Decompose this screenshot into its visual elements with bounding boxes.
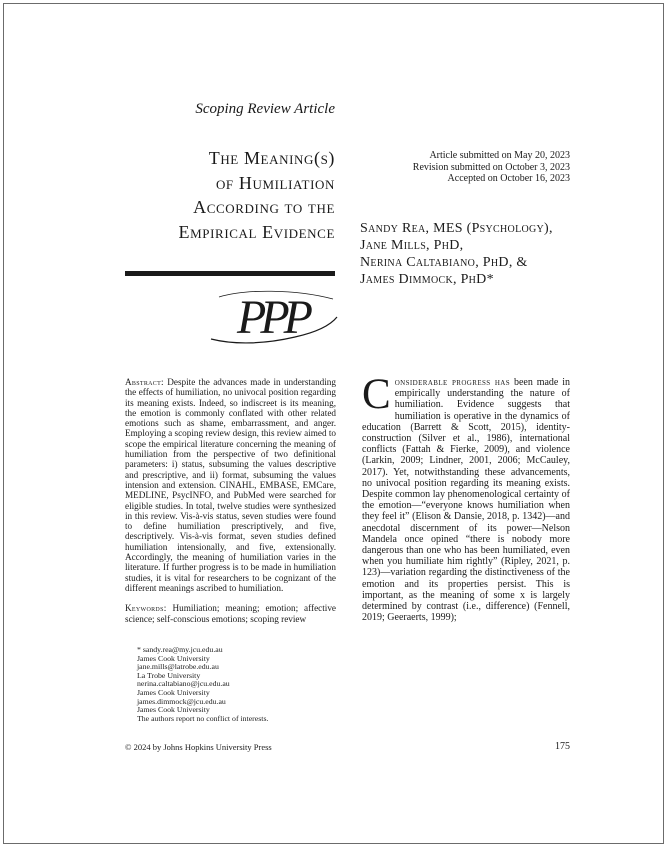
author-footnotes (137, 646, 337, 723)
body-column (362, 371, 570, 624)
drop-cap: C (362, 371, 391, 418)
copyright-notice: © 2024 by Johns Hopkins University Press (125, 742, 272, 752)
footnote-line: James Cook University (137, 705, 210, 715)
section-label: Scoping Review Article (195, 101, 335, 117)
title-line: Empirical Evidence (178, 221, 335, 242)
author-line: Jane Mills, PhD, (360, 238, 464, 253)
footnote-line: * sandy.rea@my.jcu.edu.au (137, 645, 223, 654)
abstract-text: Despite the advances made in understanding the effects of humiliation, no univocal position regarding its meaning exists. Indeed, so indiscreet is its meaning, the emotion is commonly conflated with other related emotions such as shame, embarrassment, and anger. Employing a scoping review design, this review aimed to scope the empirical literature concerning the meaning of humiliation from the perspective of two definitional parameters: i) status, subsuming the values descriptive and prescriptive, and ii) format, subsuming the values intension and extension. CINAHL, EMBASE, EMCare, MEDLINE, PsycINFO, and PubMed were searched for eligible studies. In total, twelve studies were synthesized in this review. Vis-à-vis status, seven studies were found to define humiliation prescriptively, and five, descriptively. Vis-à-vis format, seven studies defined humiliation intensionally, and five, extensionally. Accordingly, the meaning of humiliation varies in the literature. If further progress is to be made in humiliation studies, it is vital for researchers to be cognizant of the different meanings ascribed to humiliation. (125, 377, 337, 593)
abstract (125, 377, 336, 624)
page-number: 175 (555, 741, 570, 752)
body-paragraph: been made in empirically understanding the nature of humiliation. Evidence suggests that humiliation is operative in the dynamics of education (Barrett & Scott, 2015), identity-construction (Silver et al., 1986), international conflicts (Fattah & Fierke, 2009), and violence (Larkin, 2009; Lindner, 2001, 2006; McCauley, 2017). Yet, notwithstanding these advancements, no univocal position regarding its meaning exists. Despite common lay phenomenological certainty of the emotion—“everyone knows humiliation when they feel it” (Elison & Dansie, 2018, p. 1342)—and anecdotal discernment of its power—Nelson Mandela once opined “there is nobody more dangerous than one who has been humiliated, even when you humiliate him rightly” (Ripley, 2021, p. 123)—variation regarding the distinctiveness of the emotion and its properties persist. This is important, as the meaning of some x is largely determined by contrast (i.e., difference) (Fennell, 2019; Geeraerts, 1999); (362, 377, 570, 624)
date-revised: Revision submitted on October 3, 2023 (412, 161, 570, 173)
keywords-label: Keywords: (125, 603, 167, 614)
title-rule (125, 271, 335, 276)
footnote-line: nerina.caltabiano@jcu.edu.au (137, 679, 230, 689)
title-line: of Humiliation (215, 172, 335, 193)
author-line: James Dimmock, PhD* (360, 272, 494, 287)
ppp-ornament-logo (205, 287, 340, 347)
author-line: Sandy Rea, MES (Psychology), (360, 221, 553, 236)
keywords (125, 603, 336, 624)
footnote-line: The authors report no conflict of interests. (137, 713, 269, 723)
footnote-line: James Cook University (137, 687, 210, 697)
abstract-label: Abstract: (125, 377, 164, 387)
article-title (105, 146, 335, 244)
keywords-text: Humiliation; meaning; emotion; affective science; self-conscious emotions; scoping review (125, 603, 336, 624)
date-accepted: Accepted on October 16, 2023 (447, 173, 570, 184)
lead-in: onsiderable progress has (394, 377, 511, 388)
footnote-line: james.dimmock@jcu.edu.au (137, 696, 226, 706)
date-submitted: Article submitted on May 20, 2023 (429, 150, 570, 161)
footnote-line: James Cook University (137, 653, 210, 663)
footnote-line: La Trobe University (137, 670, 201, 680)
title-line: The Meaning(s) (208, 148, 335, 168)
title-line: According to the (193, 197, 335, 217)
submission-dates (360, 150, 570, 185)
author-list (360, 220, 580, 288)
author-line: Nerina Caltabiano, PhD, & (360, 255, 528, 270)
footnote-line: jane.mills@latrobe.edu.au (137, 662, 219, 672)
svg-text:PPP: PPP (237, 291, 307, 344)
